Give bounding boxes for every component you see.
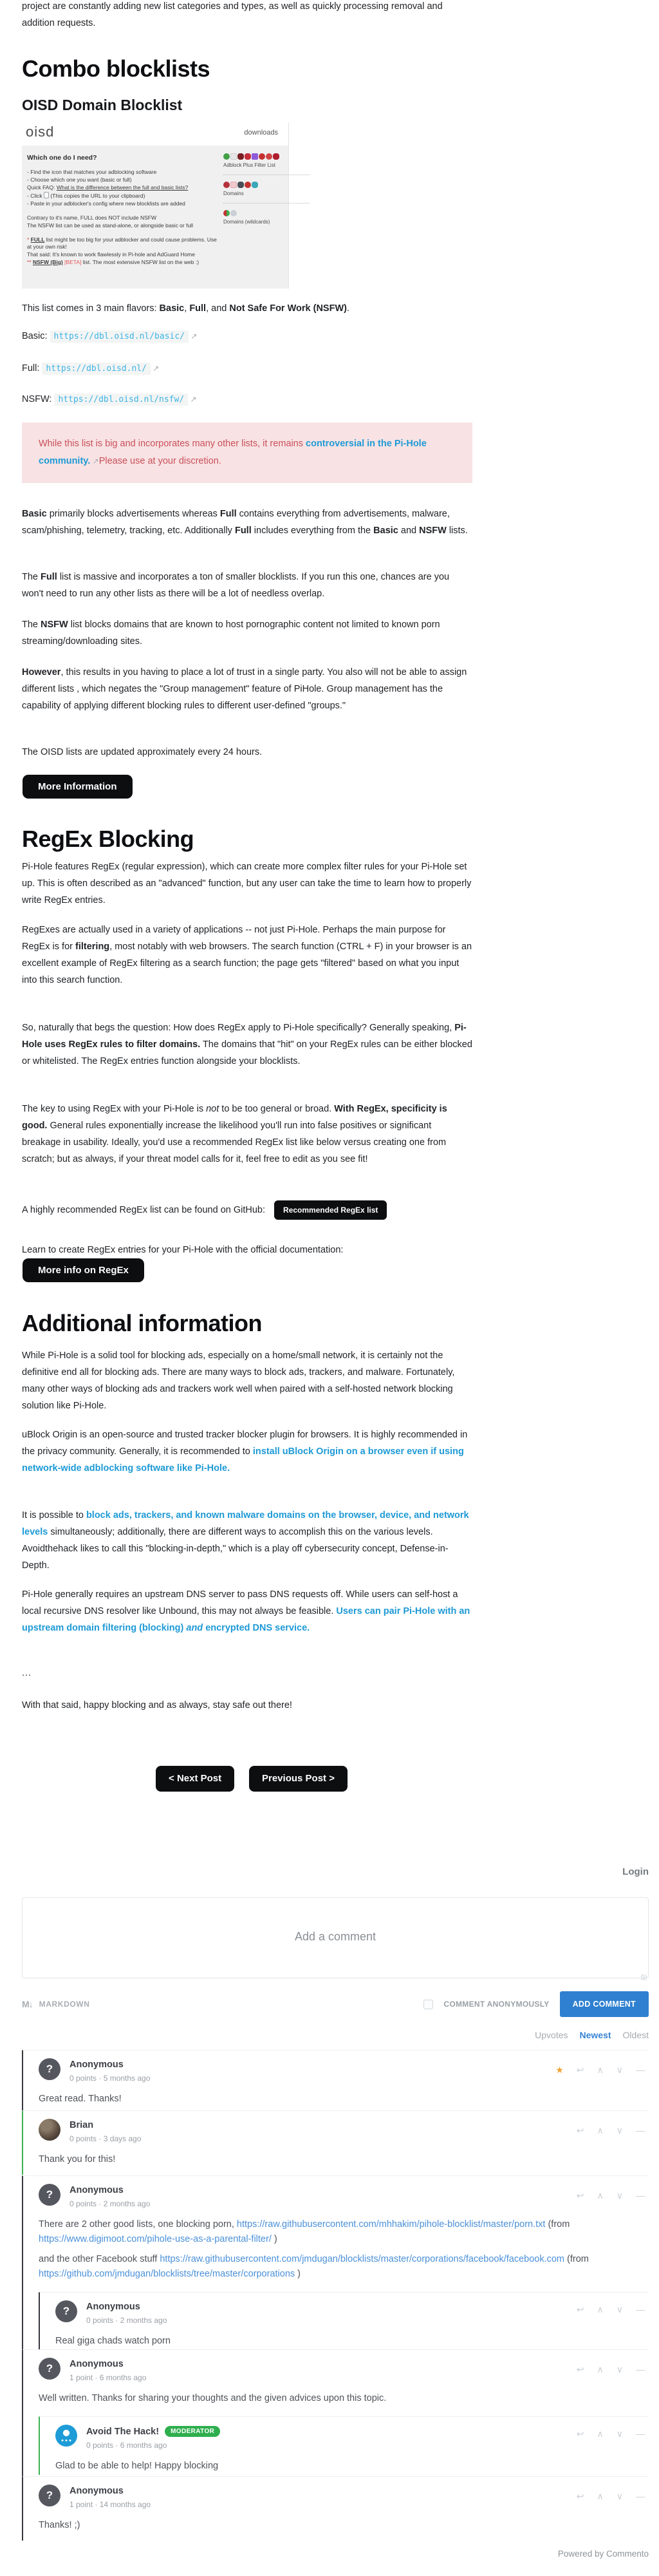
sort-newest[interactable]: Newest bbox=[579, 2030, 611, 2040]
oisd-line: Contrary to it's name, FULL does NOT include NSFW bbox=[27, 214, 156, 221]
full-link[interactable]: FULL bbox=[30, 236, 45, 243]
list-type-caption: Domains (wildcards) bbox=[223, 219, 270, 225]
commenter-name: Anonymous bbox=[86, 2302, 140, 2312]
comment-meta: 0 points · 5 months ago bbox=[70, 2074, 151, 2083]
oisd-faq-line[interactable]: Quick FAQ: What is the difference between the full and basic lists? bbox=[27, 184, 189, 191]
markdown-label: MARKDOWN bbox=[39, 2000, 90, 2009]
collapse-icon[interactable]: — bbox=[636, 2429, 645, 2439]
external-link-icon[interactable]: ↗ bbox=[189, 332, 198, 341]
comment-text: Thanks! ;) bbox=[39, 2520, 80, 2530]
upvote-icon[interactable]: ∧ bbox=[597, 2125, 604, 2136]
downvote-icon[interactable]: ∨ bbox=[616, 2429, 623, 2439]
external-link-icon[interactable]: ↗ bbox=[150, 364, 160, 373]
oisd-instructions bbox=[27, 155, 217, 267]
comment-card bbox=[22, 2175, 649, 2358]
github-row bbox=[22, 1200, 472, 1220]
avatar: ? bbox=[55, 2300, 77, 2322]
learn-regex-text: Learn to create RegEx entries for your Pi-Hole with the official documentation: bbox=[22, 1245, 344, 1255]
comment-meta: 0 points · 6 months ago bbox=[86, 2441, 167, 2450]
reply-icon[interactable]: ↩ bbox=[576, 2125, 584, 2136]
more-info-regex-button[interactable]: More info on RegEx bbox=[23, 1258, 144, 1282]
next-post-button[interactable]: < Next Post bbox=[156, 1766, 234, 1792]
login-link[interactable]: Login bbox=[622, 1866, 649, 1877]
comment-text bbox=[39, 2217, 649, 2282]
recommended-regex-list-button[interactable]: Recommended RegEx list bbox=[274, 1200, 387, 1220]
comment-card bbox=[22, 2349, 649, 2483]
comment-meta: 0 points · 2 months ago bbox=[70, 2199, 151, 2208]
box-gray-icon bbox=[230, 153, 237, 160]
basic-url-row: Basic: https://dbl.oisd.nl/basic/ ↗ bbox=[22, 331, 198, 341]
upvote-icon[interactable]: ∧ bbox=[597, 2429, 604, 2439]
sort-bar bbox=[22, 2030, 649, 2040]
commenter-name: Anonymous bbox=[70, 2185, 124, 2195]
wildcards-icons bbox=[223, 210, 285, 216]
comment-input[interactable] bbox=[22, 1897, 649, 1978]
reply-icon[interactable]: ↩ bbox=[576, 2304, 584, 2315]
downvote-icon[interactable]: ∨ bbox=[616, 2065, 623, 2075]
additional-paragraph-4: Pi-Hole generally requires an upstream DNS server to pass DNS requests off. While users can self-host a local recursive DNS resolver like Unbound, this may not always be feasible. Users can pair Pi-Hole with an upstream domain filtering (blocking) and encrypted DNS service. bbox=[22, 1589, 470, 1633]
additional-paragraph-1: While Pi-Hole is a solid tool for blocking ads, especially on a home/small network, it is certainly not the definitive end all for blocking ads. There are many ways to block ads, trackers, and malware. Fortunately, many other ways of blocking ads and trackers work well when paired with a self-hosted network blocking solution like Pi-Hole. bbox=[22, 1350, 455, 1411]
comment-editor bbox=[22, 1897, 649, 1982]
oisd-list-types bbox=[223, 153, 285, 226]
ellipsis: ... bbox=[22, 1668, 32, 1678]
regex-paragraph-1: Pi-Hole features RegEx (regular expression), which can create more complex filter rules for your Pi-Hole set up. This is often described as an "advanced" function, but any user can take the time to learn how to properly write RegEx entries. bbox=[22, 862, 472, 905]
flavors-paragraph: This list comes in 3 main flavors: Basic, Full, and Not Safe For Work (NSFW). bbox=[22, 303, 349, 314]
basic-list-link[interactable]: https://dbl.oisd.nl/basic/ bbox=[50, 330, 189, 343]
oisd-line: * FULL list might be too big for your adblocker and could cause problems. Use at your own risk! bbox=[27, 236, 217, 250]
oisd-website-screenshot bbox=[22, 122, 289, 289]
oisd-logo: oisd bbox=[26, 124, 55, 140]
avatar-avoidthehack bbox=[55, 2425, 77, 2447]
dns-pairing-link[interactable]: encrypted DNS service. bbox=[203, 1623, 310, 1633]
comment-meta: 0 points · 2 months ago bbox=[86, 2316, 167, 2325]
domains-icons bbox=[223, 182, 285, 188]
commenter-name: Anonymous bbox=[70, 2060, 124, 2070]
oisd-line: - Choose which one you want (basic or full) bbox=[27, 176, 132, 183]
block-levels-link[interactable]: block ads, trackers, and known malware domains on the browser, device, and network levels bbox=[22, 1510, 469, 1537]
digimoot-link[interactable]: https://www.digimoot.com/pihole-use-as-a-parental-filter/ bbox=[39, 2234, 272, 2244]
oisd-line: - Find the icon that matches your adblocking software bbox=[27, 168, 157, 175]
regex-paragraph-3: So, naturally that begs the question: How does RegEx apply to Pi-Hole specifically? Generally speaking, Pi-Hole uses RegEx rules to filter domains. The domains that "hit" on your RegEx rules can be either blocked or whitelisted. The RegEx entries function alongside your blocklists. bbox=[22, 1023, 472, 1066]
previous-post-button[interactable]: Previous Post > bbox=[249, 1766, 348, 1792]
avatar: ? bbox=[39, 2184, 60, 2206]
sort-upvotes[interactable]: Upvotes bbox=[535, 2030, 568, 2040]
closing-paragraph: With that said, happy blocking and as always, stay safe out there! bbox=[22, 1700, 292, 1710]
collapse-icon[interactable]: — bbox=[636, 2190, 645, 2201]
comment-card bbox=[22, 2110, 649, 2175]
ublock-link[interactable]: install uBlock Origin on a browser even if using network-wide adblocking software like Pi-Hole. bbox=[22, 1446, 464, 1473]
upvote-icon[interactable]: ∧ bbox=[597, 2065, 604, 2075]
comment-text: Great read. Thanks! bbox=[39, 2094, 122, 2104]
shield-dark-icon bbox=[237, 182, 244, 188]
reply-icon[interactable]: ↩ bbox=[576, 2429, 584, 2439]
comment-text: Glad to be able to help! Happy blocking bbox=[55, 2461, 219, 2471]
clipboard-icon bbox=[44, 192, 49, 198]
list-type-caption: Adblock Plus Filter List bbox=[223, 162, 275, 168]
oisd-line: That said: It's known to work flawlessly in Pi-hole and AdGuard Home bbox=[27, 251, 195, 258]
shield-green-icon bbox=[223, 153, 230, 160]
upvote-icon[interactable]: ∧ bbox=[597, 2304, 604, 2315]
github-text: A highly recommended RegEx list can be found on GitHub: bbox=[22, 1205, 266, 1215]
downvote-icon[interactable]: ∨ bbox=[616, 2491, 623, 2501]
circle-red2-icon bbox=[266, 153, 272, 160]
commenter-name: Anonymous bbox=[70, 2359, 124, 2369]
comment-card bbox=[22, 2050, 649, 2114]
oisd-question-heading: Which one do I need? bbox=[27, 154, 97, 162]
reply-icon[interactable]: ↩ bbox=[576, 2065, 584, 2075]
however-paragraph: However, this results in you having to place a lot of trust in a single party. You also will not be able to assign different lists , which negates the "Group management" feature of PiHole. Group management has the capability of applying different blocking rules to different user-defined "groups." bbox=[22, 667, 467, 711]
comment-text: Well written. Thanks for sharing your thoughts and the given advices upon this topic. bbox=[39, 2393, 387, 2403]
anonymous-label: COMMENT ANONYMOUSLY bbox=[443, 2000, 550, 2009]
comment-paragraph: There are 2 other good lists, one blocking porn, https://raw.githubusercontent.com/mhhakim/pihole-blocklist/master/porn.txt (from https://www.digimoot.com/pihole-use-as-a-parental-filter/ ) bbox=[39, 2219, 570, 2244]
external-link-icon[interactable]: ↗ bbox=[188, 395, 197, 404]
comment-text: Real giga chads watch porn bbox=[55, 2336, 171, 2346]
commenter-name: Anonymous bbox=[70, 2486, 124, 2496]
commenter-name: Avoid The Hack! MODERATOR bbox=[86, 2425, 220, 2437]
upvote-icon[interactable]: ∧ bbox=[597, 2190, 604, 2201]
markdown-icon: M↓ bbox=[22, 1999, 33, 2009]
avatar bbox=[39, 2119, 60, 2141]
avatar: ? bbox=[39, 2358, 60, 2380]
commenter-name: Brian bbox=[70, 2120, 94, 2130]
oisd-line: - Click (This copies the URL to your clipboard) bbox=[27, 192, 145, 199]
dns-pairing-link[interactable]: Users can pair Pi-Hole with an upstream domain filtering (blocking) bbox=[22, 1606, 470, 1633]
resize-handle[interactable] bbox=[641, 1975, 647, 1980]
circle-redgreen-icon bbox=[223, 210, 230, 216]
shield-crimson-icon bbox=[273, 153, 279, 160]
upvote-icon[interactable]: ∧ bbox=[597, 2364, 604, 2374]
faq-link[interactable]: What is the difference between the full and basic lists? bbox=[56, 184, 189, 191]
sort-oldest[interactable]: Oldest bbox=[622, 2030, 649, 2040]
controversial-link[interactable]: controversial in the Pi-Hole community. bbox=[39, 439, 427, 466]
nsfw-big-link[interactable]: NSFW (Big) bbox=[32, 259, 63, 265]
downvote-icon[interactable]: ∨ bbox=[616, 2190, 623, 2201]
porn-list-link[interactable]: https://raw.githubusercontent.com/mhhakim/pihole-blocklist/master/porn.txt bbox=[236, 2219, 546, 2230]
circle-red-icon bbox=[245, 182, 251, 188]
star-icon[interactable]: ★ bbox=[555, 2065, 564, 2075]
chevron-right-icon: > bbox=[329, 1773, 335, 1784]
regex-paragraph-4: The key to using RegEx with your Pi-Hole is not to be too general or broad. With RegEx, specificity is good. General rules exponentially increase the likelihood you'll run into false positives or significant breakage in usability. Ideally, you'd use a recommended RegEx list like below versus creating one from scratch; but as always, if your threat model calls for it, feel free to edit as you see fit! bbox=[22, 1104, 447, 1164]
reply-icon[interactable]: ↩ bbox=[576, 2491, 584, 2501]
oisd-line: ** NSFW (Big) [BETA] list. The most extensive NSFW list on the web :) bbox=[27, 259, 200, 265]
oisd-panel bbox=[22, 146, 288, 289]
heading-combo-blocklists: Combo blocklists bbox=[22, 55, 210, 82]
box-pink-icon bbox=[230, 182, 237, 188]
nsfw-url-row: NSFW: https://dbl.oisd.nl/nsfw/ ↗ bbox=[22, 394, 197, 404]
collapse-icon[interactable]: — bbox=[636, 2364, 645, 2374]
snowflake-gray-icon bbox=[230, 210, 237, 216]
avatar: ? bbox=[39, 2485, 60, 2506]
oisd-downloads-link[interactable]: downloads bbox=[244, 129, 278, 137]
comment-reply-card bbox=[39, 2416, 649, 2475]
regex-paragraph-2: RegExes are actually used in a variety of applications -- not just Pi-Hole. Perhaps the main purpose for RegEx is for filtering, most notably with web browsers. The search function (CTRL + F) in your browser is an excellent example of RegEx filtering as a search function; the page gets "filtered" based on what you input into this search function. bbox=[22, 925, 472, 985]
oisd-header bbox=[22, 122, 288, 146]
powered-by-commento[interactable]: Powered by Commento bbox=[557, 2549, 649, 2559]
anonymous-checkbox[interactable] bbox=[423, 2000, 433, 2009]
comment-card bbox=[22, 2476, 649, 2541]
oisd-line: The NSFW list can be used as stand-alone, or alongside basic or full bbox=[27, 222, 193, 229]
moderator-badge: MODERATOR bbox=[165, 2426, 220, 2437]
oisd-line: - Paste in your adblocker's config where new blocklists are added bbox=[27, 200, 185, 207]
dns-pairing-link[interactable]: and bbox=[186, 1623, 203, 1633]
controversial-callout: While this list is big and incorporates many other lists, it remains controversial in the Pi-Hole community. ↗Please use at your discretion. bbox=[22, 422, 472, 483]
reply-icon[interactable]: ↩ bbox=[576, 2190, 584, 2201]
heading-additional-information: Additional information bbox=[22, 1310, 262, 1336]
additional-paragraph-2: uBlock Origin is an open-source and trusted tracker blocker plugin for browsers. It is highly recommended in the privacy community. Generally, it is recommended to install uBlock Origin on a browser even if using network-wide adblocking software like Pi-Hole. bbox=[22, 1430, 468, 1473]
updated-paragraph: The OISD lists are updated approximately every 24 hours. bbox=[22, 747, 263, 757]
facebook-list-link[interactable]: https://raw.githubusercontent.com/jmdugan/blocklists/master/corporations/facebook/facebook.com bbox=[160, 2254, 565, 2264]
jmdugan-link[interactable]: https://github.com/jmdugan/blocklists/tree/master/corporations bbox=[39, 2269, 295, 2279]
raspberry-red-icon bbox=[223, 182, 230, 188]
comment-meta: 0 points · 3 days ago bbox=[70, 2134, 142, 2143]
heading-regex-blocking: RegEx Blocking bbox=[22, 826, 194, 852]
square-purple-icon bbox=[252, 153, 258, 160]
shield-teal-icon bbox=[252, 182, 258, 188]
downvote-icon[interactable]: ∨ bbox=[616, 2304, 623, 2315]
full-list-link[interactable]: https://dbl.oisd.nl/ bbox=[42, 363, 151, 375]
more-information-button[interactable]: More Information bbox=[23, 775, 133, 799]
avatar: ? bbox=[39, 2058, 60, 2080]
full-url-row: Full: https://dbl.oisd.nl/ ↗ bbox=[22, 363, 160, 374]
comment-toolbar bbox=[22, 1991, 649, 2017]
adblock-icons bbox=[223, 153, 285, 160]
reply-icon[interactable]: ↩ bbox=[576, 2364, 584, 2374]
additional-paragraph-3: It is possible to block ads, trackers, and known malware domains on the browser, device, and network levels simultaneously; additionally, there are different ways to accomplish this on the various levels. Avoidthehack likes to call this "blocking-in-depth," which is a play off cybersecurity concept, Defense-in-Depth. bbox=[22, 1510, 469, 1571]
external-link-icon[interactable]: ↗ bbox=[90, 457, 99, 466]
list-type-caption: Domains bbox=[223, 191, 244, 196]
collapse-icon[interactable]: — bbox=[636, 2491, 645, 2501]
downvote-icon[interactable]: ∨ bbox=[616, 2125, 623, 2136]
collapse-icon[interactable]: — bbox=[636, 2304, 645, 2315]
add-comment-button[interactable]: ADD COMMENT bbox=[560, 1991, 649, 2017]
heading-oisd-domain-blocklist: OISD Domain Blocklist bbox=[22, 97, 183, 113]
downvote-icon[interactable]: ∨ bbox=[616, 2364, 623, 2374]
full-list-paragraph: The Full list is massive and incorporates a ton of smaller blocklists. If you run this one, chances are you won't need to run any other lists as there will be a lot of needless overlap. bbox=[22, 572, 450, 599]
markdown-hint bbox=[22, 1999, 89, 2009]
comment-meta: 1 point · 6 months ago bbox=[70, 2373, 147, 2382]
comment-reply-card bbox=[39, 2292, 649, 2350]
shield-darkred-icon bbox=[237, 153, 244, 160]
comment-meta: 1 point · 14 months ago bbox=[70, 2500, 151, 2509]
circle-red-icon bbox=[259, 153, 265, 160]
chevron-left-icon: < bbox=[169, 1773, 174, 1784]
comment-paragraph: and the other Facebook stuff https://raw.githubusercontent.com/jmdugan/blocklists/master/corporations/facebook/facebook.com (from https://github.com/jmdugan/blocklists/tree/master/corporations ) bbox=[39, 2254, 589, 2279]
collapse-icon[interactable]: — bbox=[636, 2125, 645, 2136]
comment-text: Thank you for this! bbox=[39, 2154, 116, 2164]
nsfw-list-paragraph: The NSFW list blocks domains that are known to host pornographic content not limited to known porn streaming/downloading sites. bbox=[22, 620, 440, 647]
intro-paragraph: project are constantly adding new list categories and types, as well as quickly processing removal and addition requests. bbox=[22, 1, 443, 28]
basic-full-paragraph: Basic primarily blocks advertisements whereas Full contains everything from advertisements, malware, scam/phishing, telemetry, tracking, etc. Additionally Full includes everything from the Basic and NSFW lists. bbox=[22, 509, 468, 536]
collapse-icon[interactable]: — bbox=[636, 2065, 645, 2075]
upvote-icon[interactable]: ∧ bbox=[597, 2491, 604, 2501]
shield-red-icon bbox=[245, 153, 251, 160]
nsfw-list-link[interactable]: https://dbl.oisd.nl/nsfw/ bbox=[54, 393, 188, 406]
